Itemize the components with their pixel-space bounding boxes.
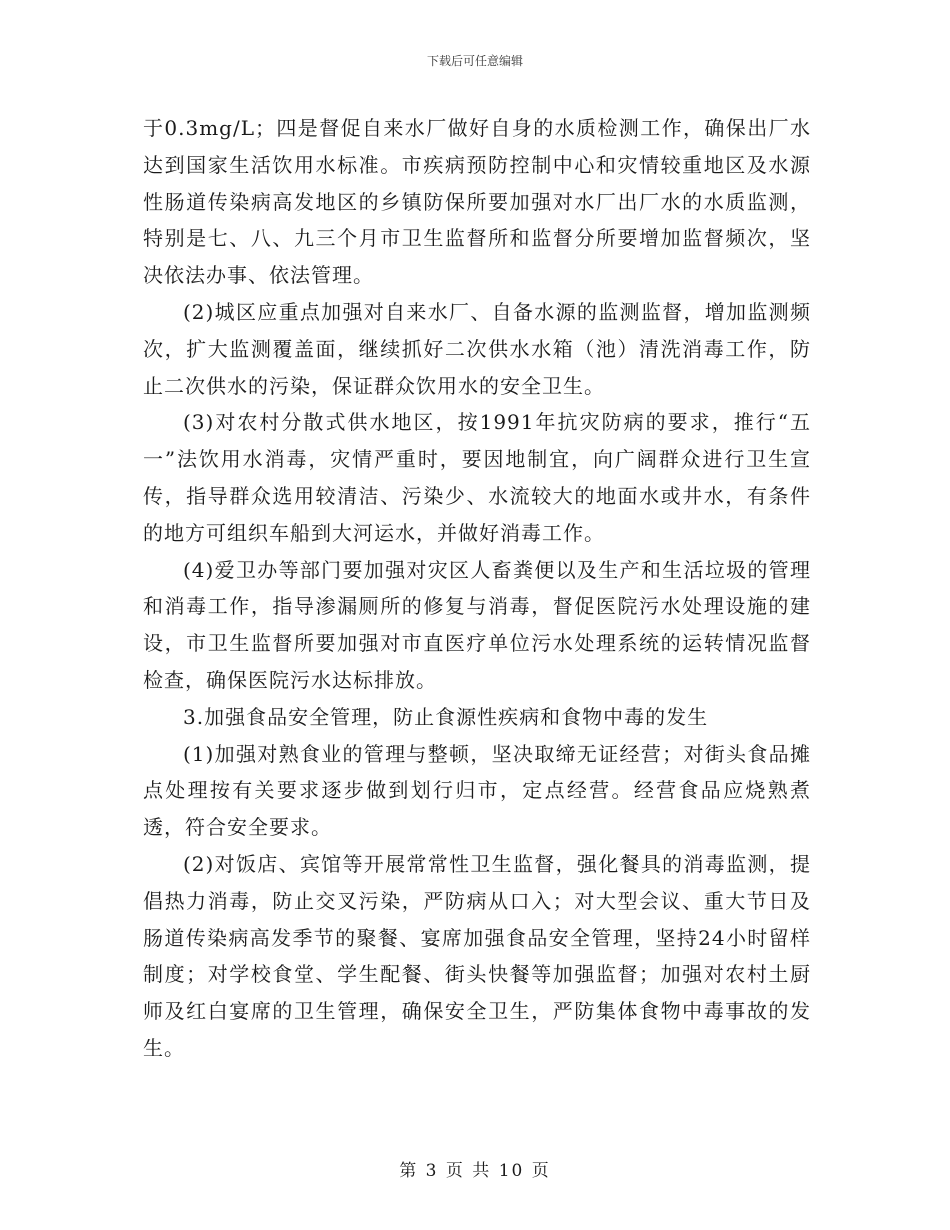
- paragraph-food-1: (1)加强对熟食业的管理与整顿，坚决取缔无证经营；对街头食品摊点处理按有关要求逐步做到划行归市，定点经营。经营食品应烧熟煮透，符合安全要求。: [143, 741, 811, 840]
- paragraph-item-4: (4)爱卫办等部门要加强对灾区人畜粪便以及生产和生活垃圾的管理和消毒工作，指导渗漏厕所的修复与消毒，督促医院污水处理设施的建设，市卫生监督所要加强对市直医疗单位污水处理系统的运转情况监督检查，确保医院污水达标排放。: [143, 557, 811, 692]
- paragraph-continuation: 于0.3mg/L；四是督促自来水厂做好自身的水质检测工作，确保出厂水达到国家生活饮用水标准。市疾病预防控制中心和灾情较重地区及水源性肠道传染病高发地区的乡镇防保所要加强对水厂出厂水的水质监测，特别是七、八、九三个月市卫生监督所和监督分所要增加监督频次，坚决依法办事、依法管理。: [143, 116, 811, 288]
- paragraph-food-2: (2)对饭店、宾馆等开展常常性卫生监督，强化餐具的消毒监测，提倡热力消毒，防止交叉污染，严防病从口入；对大型会议、重大节日及肠道传染病高发季节的聚餐、宴席加强食品安全管理，坚持24小时留样制度；对学校食堂、学生配餐、街头快餐等加强监督；加强对农村土厨师及红白宴席的卫生管理，确保安全卫生，严防集体食物中毒事故的发生。: [143, 851, 811, 1060]
- document-body: [143, 110, 811, 1067]
- page-header: 下载后可任意编辑: [426, 54, 523, 68]
- section-heading-3: 3.加强食品安全管理，防止食源性疾病和食物中毒的发生: [183, 704, 709, 729]
- paragraph-item-3: (3)对农村分散式供水地区，按1991年抗灾防病的要求，推行“五一”法饮用水消毒，灾情严重时，要因地制宜，向广阔群众进行卫生宣传，指导群众选用较清洁、污染少、水流较大的地面水或井水，有条件的地方可组织车船到大河运水，并做好消毒工作。: [143, 410, 811, 545]
- page-number-footer: 第 3 页 共 10 页: [399, 1161, 551, 1181]
- paragraph-item-2: (2)城区应重点加强对自来水厂、自备水源的监测监督，增加监测频次，扩大监测覆盖面，继续抓好二次供水水箱（池）清洗消毒工作，防止二次供水的污染，保证群众饮用水的安全卫生。: [143, 299, 811, 398]
